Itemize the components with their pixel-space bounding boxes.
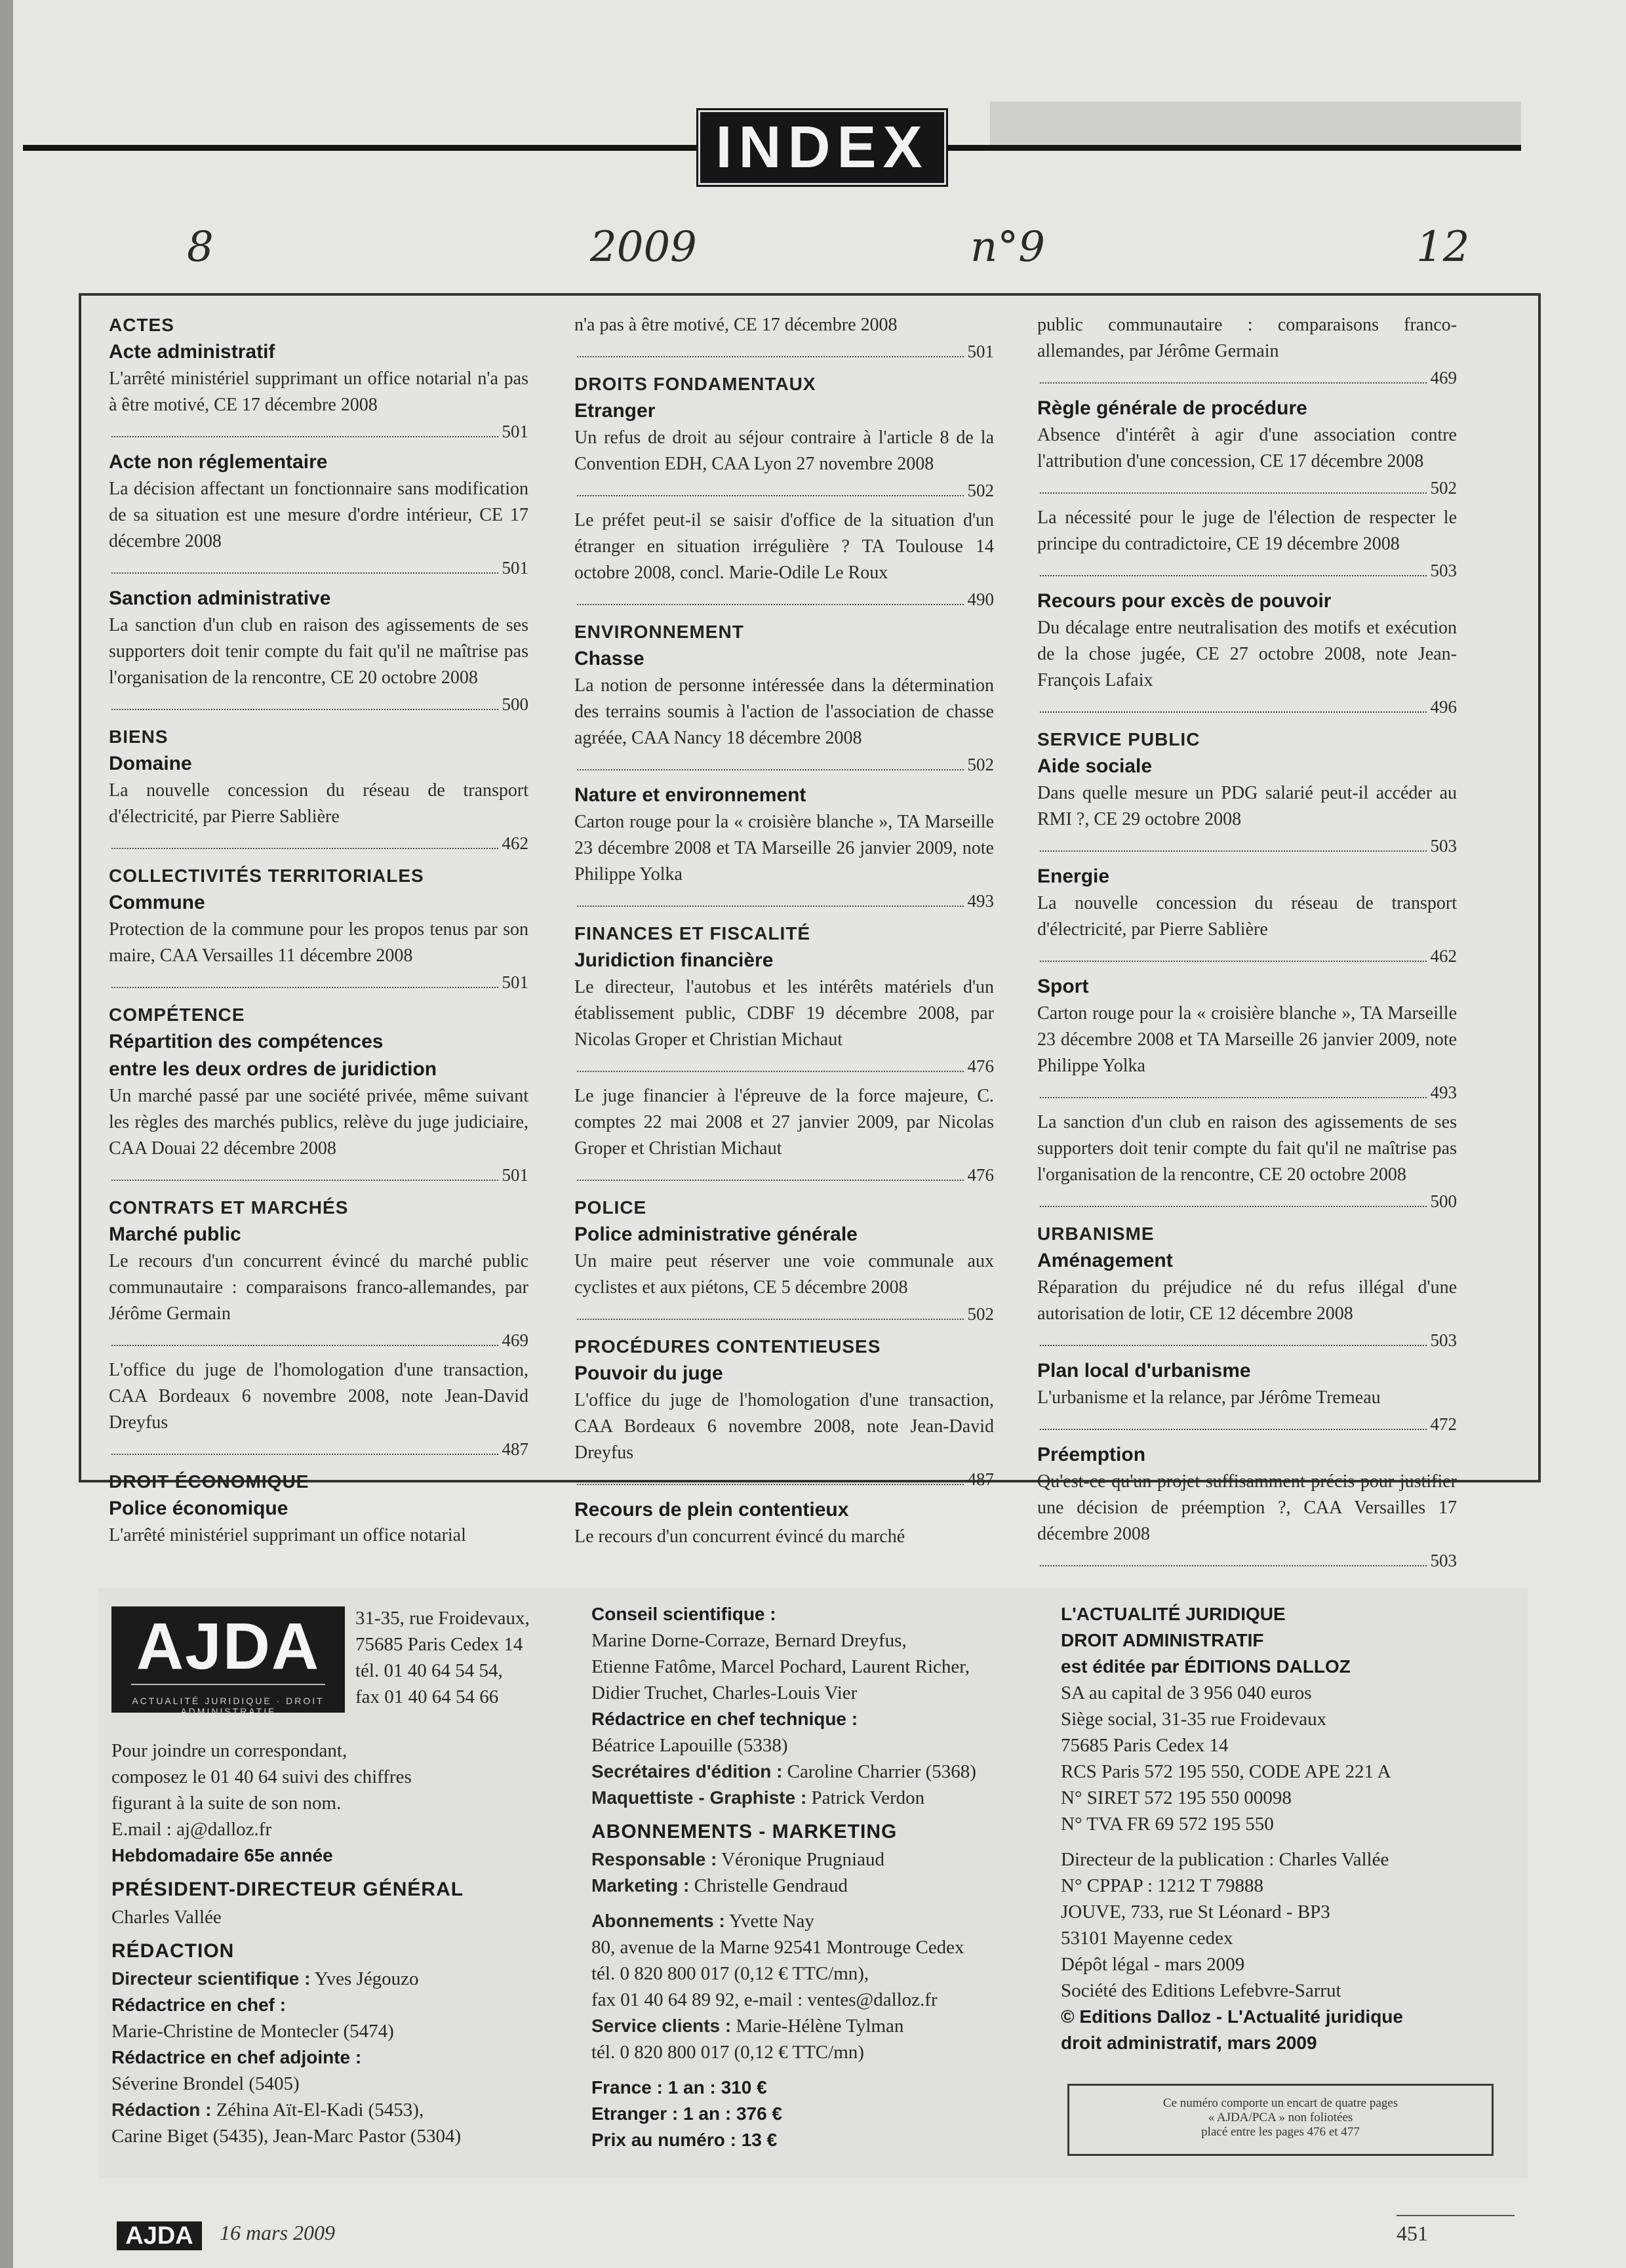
index-entry: Protection de la commune pour les propos tenus par son maire, CAA Versailles 11 décembre 2008 501 [109,917,528,995]
page-reference: 462 [502,833,528,853]
index-subheading: Règle générale de procédure [1037,397,1307,419]
index-subheading: Préemption [1037,1444,1146,1465]
weekly-label: Hebdomadaire 65e année [111,1845,333,1865]
index-subheading: Police économique [109,1498,288,1519]
index-subheading: Pouvoir du juge [574,1363,723,1384]
index-section-heading: DROITS FONDAMENTAUX [574,374,816,394]
index-entry: L'urbanisme et la relance, par Jérôme Tremeau 472 [1037,1385,1457,1437]
index-subheading: Recours de plein contentieux [574,1499,849,1521]
index-subheading: Marché public [109,1224,241,1245]
index-subheading: Répartition des compétences [109,1031,384,1052]
index-entry: La nouvelle concession du réseau de transport d'électricité, par Pierre Sablière 462 [109,778,528,856]
index-subheading: Energie [1037,865,1110,887]
page-reference: 469 [1430,368,1457,388]
index-entry: L'office du juge de l'homologation d'une transaction, CAA Bordeaux 6 novembre 2008, note Jean-David Dreyfus 487 [109,1357,528,1462]
index-subheading: Juridiction financière [574,949,774,971]
index-section-heading: PROCÉDURES CONTENTIEUSES [574,1336,881,1357]
index-entry: Carton rouge pour la « croisière blanche », TA Marseille 23 décembre 2008 et TA Marseille 26 janvier 2009, note Philippe Yolka 493 [1037,1001,1457,1105]
index-subheading: Aide sociale [1037,755,1153,777]
page-reference: 503 [1430,1330,1457,1350]
handwritten-note-4: 12 [1416,223,1470,271]
index-entry: Réparation du préjudice né du refus illégal d'une autorisation de lotir, CE 12 décembre 2008 503 [1037,1275,1457,1353]
index-subheading: Etranger [574,400,656,422]
page-reference: 502 [967,1304,994,1324]
index-title-box [698,110,946,185]
handwritten-note-1: 8 [187,223,214,271]
footer-date: 16 mars 2009 [220,2221,336,2244]
index-entry: L'arrêté ministériel supprimant un office notarial n'a pas à être motivé, CE 17 décembre 2008 501 [109,366,528,445]
index-entry: La décision affectant un fonctionnaire sans modification de sa situation est une mesure d'ordre intérieur, CE 17 décembre 2008 501 [109,476,528,581]
index-subheading: Acte non réglementaire [109,451,328,473]
index-entry: Le directeur, l'autobus et les intérêts matériels d'un établissement public, CDBF 19 décembre 2008, par Nicolas Groper et Christian Michaut 476 [574,974,994,1079]
index-section-heading: ACTES [109,315,174,335]
index-entry: Absence d'intérêt à agir d'une association contre l'attribution d'une concession, CE 17 décembre 2008 502 [1037,422,1457,501]
page-number: 451 [1397,2221,1428,2245]
page-reference: 469 [502,1330,528,1350]
price-france: France : 1 an : 310 € [591,2077,767,2098]
index-column-1 [109,312,528,1553]
index-subheading: Chasse [574,648,644,669]
index-subheading: Sanction administrative [109,587,331,609]
index-entry: La nouvelle concession du réseau de transport d'électricité, par Pierre Sablière 462 [1037,890,1457,969]
price-abroad: Etranger : 1 an : 376 € [591,2103,783,2124]
index-subheading: Acte administratif [109,341,275,363]
page-reference: 501 [967,342,994,361]
page-reference: 502 [967,755,994,774]
page-reference: 502 [1430,478,1457,498]
page-reference: 500 [1430,1191,1457,1211]
footer-rule [1397,2215,1515,2216]
handwritten-note-2: 2009 [590,223,697,271]
index-entry: n'a pas à être motivé, CE 17 décembre 2008 501 [574,312,994,365]
index-entry: Le recours d'un concurrent évincé du marché public communautaire : comparaisons franco-allemandes, par Jérôme Germain 469 [109,1248,528,1353]
page-reference: 503 [1430,561,1457,580]
page-reference: 476 [967,1165,994,1185]
index-section-heading: COMPÉTENCE [109,1005,245,1025]
page-reference: 501 [502,422,528,441]
index-entry: Qu'est-ce qu'un projet suffisamment précis pour justifier une décision de préemption ?, CAA Versailles 17 décembre 2008 503 [1037,1469,1457,1574]
index-entry: public communautaire : comparaisons franco-allemandes, par Jérôme Germain 469 [1037,312,1457,391]
index-entry: Le recours d'un concurrent évincé du marché [574,1526,905,1547]
index-subheading: Nature et environnement [574,784,806,806]
index-entry: L'office du juge de l'homologation d'une transaction, CAA Bordeaux 6 novembre 2008, note Jean-David Dreyfus 487 [574,1387,994,1492]
index-subheading: Commune [109,892,205,913]
index-entry: Carton rouge pour la « croisière blanche », TA Marseille 23 décembre 2008 et TA Marseille 26 janvier 2009, note Philippe Yolka 493 [574,809,994,914]
page-reference: 503 [1430,836,1457,856]
header-rule-right [931,145,1521,151]
index-entry: La sanction d'un club en raison des agissements de ses supporters doit tenir compte du fait qu'il ne maîtrise pas l'organisation de la rencontre, CE 20 octobre 2008 500 [109,612,528,717]
footer-logo: AJDA [117,2221,202,2250]
index-section-heading: BIENS [109,726,169,747]
page-reference: 493 [967,891,994,911]
index-entry: Le préfet peut-il se saisir d'office de la situation d'un étranger en situation irrégulière ? TA Toulouse 14 octobre 2008, concl. Marie-Odile Le Roux 490 [574,507,994,612]
index-section-heading: COLLECTIVITÉS TERRITORIALES [109,865,424,886]
page-reference: 472 [1430,1414,1457,1434]
sales-email[interactable]: fax 01 40 64 89 92, e-mail : ventes@dalloz.fr [591,1989,938,2010]
page-reference: 503 [1430,1551,1457,1570]
ajda-logo: AJDA ACTUALITÉ JURIDIQUE · DROIT ADMINISTRATIF [111,1606,345,1713]
page-reference: 493 [1430,1083,1457,1102]
page-reference: 476 [967,1056,994,1076]
page-reference: 500 [502,694,528,714]
index-entry: La sanction d'un club en raison des agissements de ses supporters doit tenir compte du fait qu'il ne maîtrise pas l'organisation de la rencontre, CE 20 octobre 2008 500 [1037,1109,1457,1214]
publisher-address: 31-35, rue Froidevaux, 75685 Paris Cedex 14 tél. 01 40 64 54 54, fax 01 40 64 54 66 [355,1608,530,1707]
index-entry: Un refus de droit au séjour contraire à l'article 8 de la Convention EDH, CAA Lyon 27 novembre 2008 502 [574,425,994,504]
handwritten-note-3: n°9 [970,223,1045,271]
index-entry: La notion de personne intéressée dans la détermination des terrains soumis à l'action de l'association de chasse agréée, CAA Nancy 18 décembre 2008 502 [574,673,994,778]
index-section-heading: URBANISME [1037,1224,1155,1244]
index-column-2 [574,312,994,1554]
index-section-heading: FINANCES ET FISCALITÉ [574,923,811,944]
index-section-heading: SERVICE PUBLIC [1037,729,1200,749]
index-subheading: Recours pour excès de pouvoir [1037,590,1332,612]
price-issue: Prix au numéro : 13 € [591,2130,778,2150]
index-subheading: entre les deux ordres de juridiction [109,1058,437,1080]
page-reference: 502 [967,481,994,500]
index-entry: Dans quelle mesure un PDG salarié peut-il accéder au RMI ?, CE 29 octobre 2008 503 [1037,780,1457,859]
bleed-through-header [990,102,1521,148]
index-section-heading: POLICE [574,1197,647,1218]
masthead-column-1: Pour joindre un correspondant, composez le 01 40 64 suivi des chiffres figurant à la suite de son nom. E.mail : aj@dalloz.fr Hebdomadaire 65e année PRÉSIDENT-DIRECTEUR GÉNÉRAL Charles Vallée RÉDACTION Directeur scientifique : Yves Jégouzo Rédactrice en chef : Marie-Christine de Montecler (5474) Rédactrice en chef adjointe : Séverine Brondel (5405) Rédaction : Zéhina Aït-El-Kadi (5453), Carine Biget (5435), Jean-Marc Pastor (5304) [111,1740,464,2147]
index-entry: Un marché passé par une société privée, même suivant les règles des marchés publics, relève du juge judiciaire, CAA Douai 22 décembre 2008 501 [109,1083,528,1188]
index-subheading: Sport [1037,976,1089,997]
page-reference: 490 [967,589,994,609]
index-frame [79,293,1541,1570]
index-subheading: Aménagement [1037,1250,1173,1271]
index-section-heading: ENVIRONNEMENT [574,622,744,642]
email-link[interactable]: E.mail : aj@dalloz.fr [111,1819,272,1840]
page-spine [0,0,13,2268]
index-subheading: Domaine [109,753,192,774]
page-reference: 496 [1430,697,1457,717]
insert-notice: Ce numéro comporte un encart de quatre pages « AJDA/PCA » non foliotées placé entre les pages 476 et 477 [1067,2084,1494,2156]
index-section-heading: DROIT ÉCONOMIQUE [109,1471,309,1492]
index-entry: L'arrêté ministériel supprimant un office notarial [109,1525,466,1545]
index-column-3 [1037,312,1457,1578]
index-entry: Un maire peut réserver une voie communale aux cyclistes et aux piétons, CE 5 décembre 2008 502 [574,1248,994,1327]
header-rule-left [23,145,711,151]
masthead-column-2: Conseil scientifique : Marine Dorne-Corraze, Bernard Dreyfus, Etienne Fatôme, Marcel Pochard, Laurent Richer, Didier Truchet, Charles-Louis Vier Rédactrice en chef technique : Béatrice Lapouille (5338) Secrétaires d'édition : Caroline Charrier (5368) Maquettiste - Graphiste : Patrick Verdon ABONNEMENTS - MARKETING Responsable : Véronique Prugniaud Marketing : Christelle Gendraud Abonnements : Yvette Nay 80, avenue de la Marne 92541 Montrouge Cedex tél. 0 820 800 017 (0,12 € TTC/mn), fax 01 40 64 89 92, e-mail : ventes@dalloz.fr Service clients : Marie-Hélène Tylman tél. 0 820 800 017 (0,12 € TTC/mn) France : 1 an : 310 € Etranger : 1 an : 376 € Prix au numéro : 13 € [591,1601,976,2153]
page-reference: 501 [502,1165,528,1185]
index-entry: Du décalage entre neutralisation des motifs et exécution de la chose jugée, CE 27 octobre 2008, note Jean-François Lafaix 496 [1037,615,1457,720]
page-reference: 487 [502,1439,528,1459]
index-entry: Le juge financier à l'épreuve de la force majeure, C. comptes 22 mai 2008 et 27 janvier 2009, par Nicolas Groper et Christian Michaut 476 [574,1083,994,1188]
index-subheading: Police administrative générale [574,1224,858,1245]
index-section-heading: CONTRATS ET MARCHÉS [109,1197,349,1218]
page [13,0,1626,2268]
page-reference: 462 [1430,946,1457,966]
masthead-column-3: L'ACTUALITÉ JURIDIQUE DROIT ADMINISTRATIF est éditée par ÉDITIONS DALLOZ SA au capital de 3 956 040 euros Siège social, 31-35 rue Froidevaux 75685 Paris Cedex 14 RCS Paris 572 195 550, CODE APE 221 A N° SIRET 572 195 550 00098 N° TVA FR 69 572 195 550 Directeur de la publication : Charles Vallée N° CPPAP : 1212 T 79888 JOUVE, 733, rue St Léonard - BP3 53101 Mayenne cedex Dépôt légal - mars 2009 Société des Editions Lefebvre-Sarrut © Editions Dalloz - L'Actualité juridique droit administratif, mars 2009 [1061,1604,1403,2053]
page-reference: 501 [502,558,528,578]
page-title: INDEX [715,115,929,180]
page-reference: 501 [502,972,528,992]
index-subheading: Plan local d'urbanisme [1037,1360,1251,1382]
page-reference: 487 [967,1469,994,1489]
copyright: © Editions Dalloz - L'Actualité juridique [1061,2006,1403,2027]
index-entry: La nécessité pour le juge de l'élection de respecter le principe du contradictoire, CE 19 décembre 2008 503 [1037,505,1457,584]
